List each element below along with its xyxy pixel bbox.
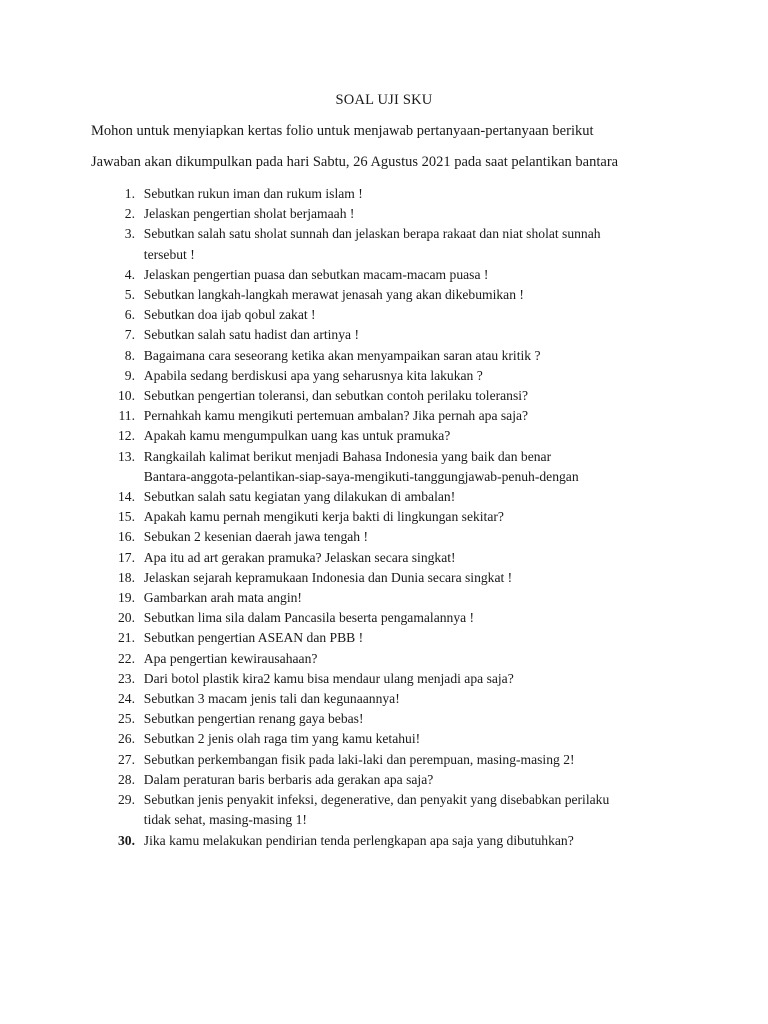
question-text: Gambarkan arah mata angin! xyxy=(143,590,302,606)
question-text: Apa itu ad art gerakan pramuka? Jelaskan secara singkat! xyxy=(143,549,456,565)
question-list xyxy=(93,184,653,851)
question-text: Jelaskan sejarah kepramukaan Indonesia dan Dunia secara singkat ! xyxy=(143,569,513,585)
question-text: Sebutkan salah satu kegiatan yang dilakukan di ambalan! xyxy=(143,489,456,505)
question-number: 30. xyxy=(118,832,135,848)
question-number: 9. xyxy=(124,367,135,383)
question-number: 14. xyxy=(118,489,135,505)
question-text: Sebutkan rukun iman dan rukum islam ! xyxy=(143,186,363,201)
question-text: Sebutkan lima sila dalam Pancasila beserta pengamalannya ! xyxy=(143,610,475,626)
question-item xyxy=(93,628,653,648)
question-text: Jelaskan pengertian sholat berjamaah ! xyxy=(143,206,355,222)
question-item xyxy=(93,184,653,204)
question-item xyxy=(93,588,653,608)
question-number: 7. xyxy=(124,327,135,343)
question-number: 13. xyxy=(118,448,135,464)
question-number: 6. xyxy=(124,307,135,323)
question-item xyxy=(93,224,653,264)
question-item xyxy=(93,527,653,547)
question-item xyxy=(93,649,653,669)
question-item xyxy=(93,325,653,345)
question-number: 22. xyxy=(118,650,135,666)
question-item xyxy=(93,265,653,285)
question-number: 4. xyxy=(124,266,135,282)
question-number: 17. xyxy=(118,549,135,565)
question-item xyxy=(93,426,653,446)
question-text: Sebutkan pengertian renang gaya bebas! xyxy=(143,711,364,727)
question-text: Apabila sedang berdiskusi apa yang seharusnya kita lakukan ? xyxy=(143,367,483,383)
question-number: 19. xyxy=(118,590,135,606)
question-number: 20. xyxy=(118,610,135,626)
question-item xyxy=(93,750,653,770)
question-number: 3. xyxy=(124,226,135,242)
question-item xyxy=(93,366,653,386)
question-text: Jelaskan pengertian puasa dan sebutkan macam-macam puasa ! xyxy=(143,266,489,282)
question-number: 27. xyxy=(118,751,135,767)
question-number: 16. xyxy=(118,529,135,545)
question-item xyxy=(93,386,653,406)
question-item xyxy=(93,406,653,426)
question-item xyxy=(93,709,653,729)
question-text: Sebutkan salah satu hadist dan artinya ! xyxy=(143,327,359,343)
question-number: 15. xyxy=(118,509,135,525)
question-number: 24. xyxy=(118,691,135,707)
question-number: 21. xyxy=(118,630,135,646)
question-text: Sebutkan pengertian ASEAN dan PBB ! xyxy=(143,630,364,646)
question-item xyxy=(93,346,653,366)
question-text: Pernahkah kamu mengikuti pertemuan ambalan? Jika pernah apa saja? xyxy=(143,408,529,424)
question-text: Sebutkan 2 jenis olah raga tim yang kamu ketahui! xyxy=(143,731,421,747)
intro-deadline: Jawaban akan dikumpulkan pada hari Sabtu, 26 Agustus 2021 pada saat pelantikan bantara xyxy=(91,154,619,170)
question-number: 26. xyxy=(118,731,135,747)
intro-instruction: Mohon untuk menyiapkan kertas folio untuk menjawab pertanyaan-pertanyaan berikut xyxy=(91,123,594,139)
question-number: 5. xyxy=(124,287,135,303)
question-number: 25. xyxy=(118,711,135,727)
question-text: Apakah kamu pernah mengikuti kerja bakti di lingkungan sekitar? xyxy=(143,509,504,525)
question-number: 18. xyxy=(118,569,135,585)
question-number: 1. xyxy=(124,186,135,201)
question-item xyxy=(93,669,653,689)
document-title: SOAL UJI SKU xyxy=(335,92,433,108)
question-item xyxy=(93,608,653,628)
question-number: 8. xyxy=(124,347,135,363)
question-item xyxy=(93,689,653,709)
question-item xyxy=(93,507,653,527)
question-item xyxy=(93,447,653,487)
question-text: Sebutkan salah satu sholat sunnah dan jelaskan berapa rakaat dan niat sholat sunnah tersebut ! xyxy=(143,226,601,262)
question-text: Apa pengertian kewirausahaan? xyxy=(143,650,318,666)
question-text: Jika kamu melakukan pendirian tenda perlengkapan apa saja yang dibutuhkan? xyxy=(143,832,574,848)
question-text: Sebutkan perkembangan fisik pada laki-laki dan perempuan, masing-masing 2! xyxy=(143,751,575,767)
question-item xyxy=(93,548,653,568)
question-text: Sebukan 2 kesenian daerah jawa tengah ! xyxy=(143,529,369,545)
question-number: 11. xyxy=(118,408,135,424)
question-number: 23. xyxy=(118,670,135,686)
question-number: 28. xyxy=(118,771,135,787)
question-item xyxy=(93,305,653,325)
question-text: Sebutkan doa ijab qobul zakat ! xyxy=(143,307,316,323)
question-text: Apakah kamu mengumpulkan uang kas untuk pramuka? xyxy=(143,428,451,444)
question-text: Sebutkan 3 macam jenis tali dan kegunaannya! xyxy=(143,691,400,707)
question-item xyxy=(93,831,653,851)
question-text: Sebutkan pengertian toleransi, dan sebutkan contoh perilaku toleransi? xyxy=(143,388,529,404)
question-number: 12. xyxy=(118,428,135,444)
question-text: Dalam peraturan baris berbaris ada gerakan apa saja? xyxy=(143,771,434,787)
question-text: Sebutkan langkah-langkah merawat jenasah yang akan dikebumikan ! xyxy=(143,287,524,303)
question-text: Rangkailah kalimat berikut menjadi Bahasa Indonesia yang baik dan benar Bantara-anggota-pelantikan-siap-saya-mengikuti-tanggungjawab-penuh-dengan xyxy=(143,448,579,484)
question-item xyxy=(93,285,653,305)
question-item xyxy=(93,770,653,790)
question-number: 10. xyxy=(118,388,135,404)
question-text: Dari botol plastik kira2 kamu bisa mendaur ulang menjadi apa saja? xyxy=(143,670,514,686)
question-item xyxy=(93,487,653,507)
question-item xyxy=(93,729,653,749)
question-item xyxy=(93,204,653,224)
question-number: 29. xyxy=(118,792,135,808)
question-text: Sebutkan jenis penyakit infeksi, degenerative, dan penyakit yang disebabkan perilaku tidak sehat, masing-masing 1! xyxy=(143,792,610,828)
question-item xyxy=(93,790,653,830)
question-number: 2. xyxy=(124,206,135,222)
question-text: Bagaimana cara seseorang ketika akan menyampaikan saran atau kritik ? xyxy=(143,347,541,363)
question-item xyxy=(93,568,653,588)
